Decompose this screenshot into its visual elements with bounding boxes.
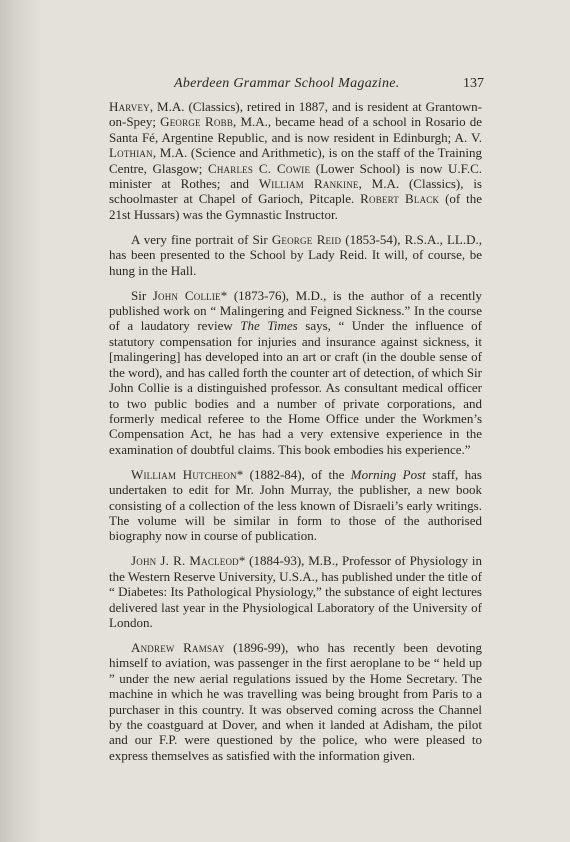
text-run: , M.A. (Classics), retired in 1887, and is resident at Grantown-on-Spey; bbox=[109, 99, 482, 130]
paragraph-hutcheon bbox=[109, 467, 482, 544]
person-name: Harvey bbox=[109, 99, 150, 114]
paragraph-collie bbox=[109, 288, 482, 457]
text-run: (1853-54), R.S.A., LL.D., has been presented to the School by Lady Reid. It will, of course, be hung in the Hall. bbox=[109, 231, 482, 278]
text-run: (Lower School) is now U.F.C. minister at Rothes; and bbox=[109, 160, 482, 192]
paragraph-portrait bbox=[109, 232, 482, 278]
person-name: George Robb bbox=[160, 114, 234, 130]
text-run: , M.A. (Science and Arithmetic), is on the staff of the Training Centre, Glasgow; bbox=[109, 145, 482, 176]
publication-title: Morning Post bbox=[350, 466, 426, 482]
text-run: * (1873-76), M.D., is the author of a recently published work on “ Malingering and Feigned Sickness.” In the course of a laudatory review bbox=[109, 287, 482, 334]
person-name: Lothian bbox=[109, 145, 153, 161]
running-header bbox=[174, 76, 484, 94]
text-run: (of the 21st Hussars) was the Gymnastic Instructor. bbox=[109, 191, 482, 222]
paragraph-staff-notes bbox=[109, 99, 482, 222]
person-name: Charles C. Cowie bbox=[207, 160, 311, 176]
person-name: Andrew Ramsay bbox=[131, 639, 225, 655]
person-name: Robert Black bbox=[360, 191, 440, 207]
text-run: (1896-99), who has recently been devoting himself to aviation, was passenger in the first aeroplane to be “ held up ” under the new aerial regulations issued by the Home Secretary. The machine in which he was travelling was being brought from Paris to a purchaser in this country. It was observed coming across the Channel by the coastguard at Dover, and when it landed at Adisham, the pilot and our F.P. were questioned by the police, who were pleased to express themselves as satisfied with the information given. bbox=[109, 639, 482, 763]
person-name: George Reid bbox=[271, 231, 342, 247]
magazine-title: Aberdeen Grammar School Magazine. bbox=[174, 76, 400, 91]
text-run: staff, has undertaken to edit for Mr. John Murray, the publisher, a new book consisting of a collection of the less known of Disraeli’s early writings. The volume will be similar in form to those of the authorised biography now in course of publication. bbox=[109, 466, 482, 544]
page-number: 137 bbox=[463, 76, 484, 91]
paragraph-macleod bbox=[109, 553, 482, 630]
person-name: William Rankine bbox=[258, 176, 359, 192]
publication-title: The Times bbox=[240, 318, 298, 334]
person-name: William Hutcheon bbox=[131, 466, 237, 482]
person-name: John J. R. Macleod bbox=[131, 553, 239, 569]
text-run: , M.A. (Classics), is schoolmaster at Chapel of Garioch, Pitcaple. bbox=[109, 176, 482, 207]
article-body bbox=[109, 99, 482, 773]
text-run: A very fine portrait of Sir bbox=[131, 231, 272, 247]
person-name: John Collie bbox=[152, 287, 221, 303]
text-run: * (1882-84), of the bbox=[236, 466, 351, 482]
text-run: Sir bbox=[131, 287, 153, 303]
text-run: says, “ Under the influence of statutory compensation for injuries and insurance against sickness, it [malingering] has developed into an art or craft (in the double sense of the word), and has called forth the counter art of detection, of which Sir John Collie is a distinguished professor. As consultant medical officer to two public bodies and a number of private corporations, and formerly medical referee to the Home Office under the Workmen’s Compensation Act, he has had a very extensive experience in the examination of doubtful claims. This book embodies his experience.” bbox=[109, 318, 483, 457]
text-run: * (1884-93), M.B., Professor of Physiology in the Western Reserve University, U.S.A., has published under the title of “ Diabetes: Its Pathological Physiology,” the substance of eight lectures delivered last year in the Physiological Laboratory of the University of London. bbox=[109, 553, 482, 630]
text-run: , M.A., became head of a school in Rosario de Santa Fé, Argentine Republic, and is now resident in Edinburgh; A. V. bbox=[109, 114, 482, 145]
paragraph-ramsay bbox=[109, 640, 482, 763]
